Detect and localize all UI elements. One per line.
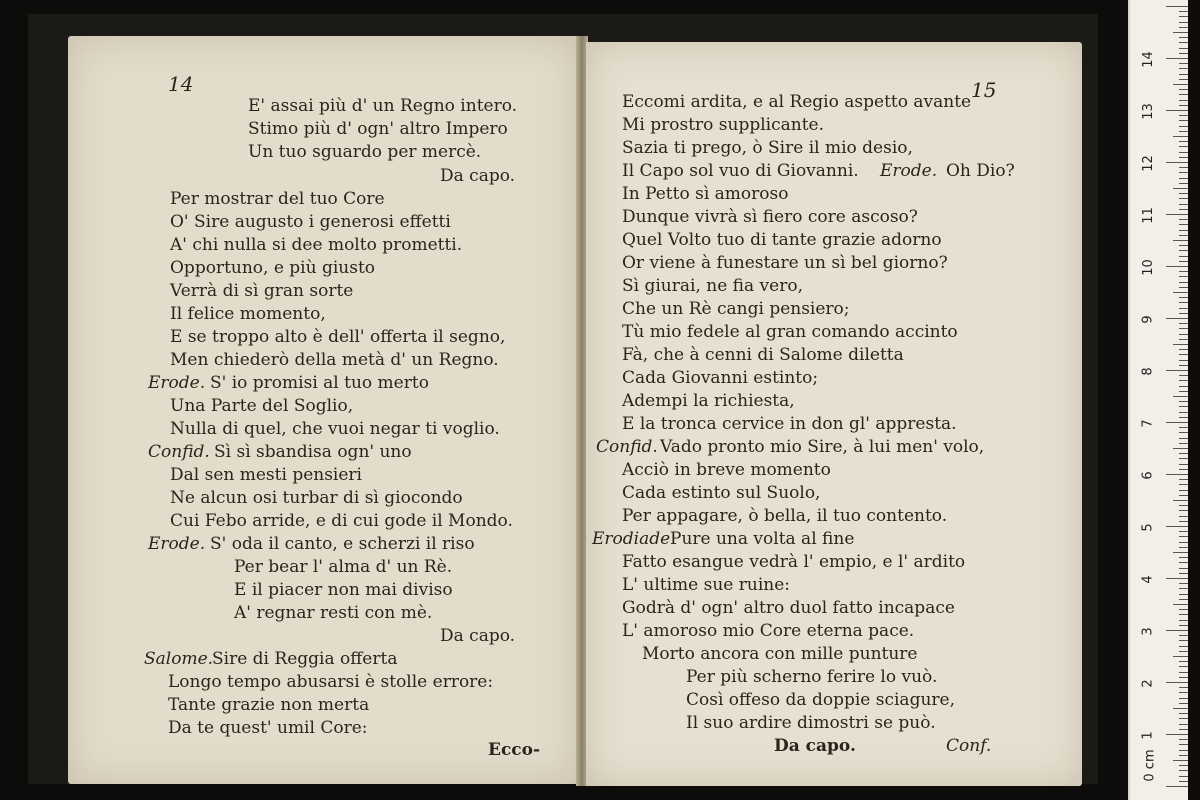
verse-line: Cui Febo arride, e di cui gode il Mondo. <box>170 511 513 531</box>
ruler-tick <box>1166 6 1188 7</box>
verse-line: Pure una volta al fine <box>670 529 855 549</box>
verse-line: Eccomi ardita, e al Regio aspetto avante <box>622 92 972 112</box>
ruler-tick <box>1179 651 1188 652</box>
ruler-tick <box>1179 391 1188 392</box>
book-spread <box>28 14 1098 784</box>
ruler-tick <box>1179 193 1188 194</box>
ruler-tick <box>1179 339 1188 340</box>
verse-line: Cada Giovanni estinto; <box>622 368 819 388</box>
ruler-tick <box>1179 547 1188 548</box>
ruler-tick <box>1179 146 1188 147</box>
ruler-tick <box>1179 157 1188 158</box>
verse-line: Fà, che à cenni di Salome diletta <box>622 345 904 365</box>
verse-line: Tù mio fedele al gran comando accinto <box>622 322 958 342</box>
verse-line: Così offeso da doppie sciagure, <box>686 690 955 710</box>
ruler-tick <box>1166 578 1188 579</box>
ruler-tick <box>1179 354 1188 355</box>
ruler-tick <box>1179 479 1188 480</box>
verse-line: Mi prostro supplicante. <box>622 115 825 135</box>
verse-line: E se troppo alto è dell' offerta il segno, <box>170 327 506 347</box>
ruler-tick <box>1179 53 1188 54</box>
ruler-tick <box>1179 302 1188 303</box>
verse-line: S' io promisi al tuo merto <box>210 373 429 393</box>
right-page <box>586 42 1082 786</box>
verse-line: E la tronca cervice in don gl' appresta. <box>622 414 957 434</box>
ruler-tick <box>1179 677 1188 678</box>
ruler-tick <box>1179 625 1188 626</box>
verse-line: Sazia ti prego, ò Sire il mio desio, <box>622 138 913 158</box>
ruler-tick <box>1179 776 1188 777</box>
ruler-tick <box>1179 245 1188 246</box>
ruler-tick <box>1179 406 1188 407</box>
verse-line: Tante grazie non merta <box>168 695 370 715</box>
ruler-tick <box>1179 401 1188 402</box>
ruler-tick <box>1179 718 1188 719</box>
ruler-tick <box>1173 32 1188 33</box>
ruler-tick <box>1166 422 1188 423</box>
ruler-tick <box>1166 58 1188 59</box>
ruler-tick <box>1179 614 1188 615</box>
da-capo: Da capo. <box>440 626 516 646</box>
ruler-tick <box>1179 380 1188 381</box>
ruler-tick <box>1179 744 1188 745</box>
ruler-tick <box>1179 573 1188 574</box>
ruler-tick <box>1179 729 1188 730</box>
ruler-tick <box>1179 11 1188 12</box>
verse-line: Per mostrar del tuo Core <box>170 189 385 209</box>
ruler-tick <box>1179 755 1188 756</box>
verse-line: Il felice momento, <box>170 304 326 324</box>
ruler-tick <box>1173 604 1188 605</box>
ruler-tick <box>1173 448 1188 449</box>
ruler-tick <box>1179 703 1188 704</box>
ruler-tick <box>1179 115 1188 116</box>
catchword: Ecco- <box>488 740 541 760</box>
ruler-tick <box>1173 292 1188 293</box>
ruler-number: 7 <box>1140 419 1156 428</box>
ruler-tick <box>1179 276 1188 277</box>
verse-line: Godrà d' ogn' altro duol fatto incapace <box>622 598 955 618</box>
ruler-tick <box>1173 188 1188 189</box>
verse-line: Da te quest' umil Core: <box>168 718 368 738</box>
ruler-tick <box>1179 131 1188 132</box>
verse-line: O' Sire augusto i generosi effetti <box>170 212 451 232</box>
ruler-tick <box>1179 219 1188 220</box>
ruler-tick <box>1179 261 1188 262</box>
verse-line: Dunque vivrà sì fiero core ascoso? <box>622 207 918 227</box>
ruler-tick <box>1179 698 1188 699</box>
verse-line: L' amoroso mio Core eterna pace. <box>622 621 915 641</box>
ruler-number: 9 <box>1140 315 1156 324</box>
catchword: Conf. <box>946 736 992 756</box>
ruler-tick <box>1179 282 1188 283</box>
speaker-label: Confid. <box>148 442 210 462</box>
ruler-tick <box>1179 235 1188 236</box>
verse-line: Un tuo sguardo per mercè. <box>248 142 482 162</box>
ruler-tick <box>1179 484 1188 485</box>
verse-line: Per appagare, ò bella, il tuo contento. <box>622 506 948 526</box>
ruler-tick <box>1179 739 1188 740</box>
ruler-tick <box>1173 240 1188 241</box>
ruler-number: 8 <box>1140 367 1156 376</box>
verse-line: Sì sì sbandisa ogn' uno <box>214 442 412 462</box>
ruler-tick <box>1173 656 1188 657</box>
verse-line: Nulla di quel, che vuoi negar ti voglio. <box>170 419 500 439</box>
ruler-tick <box>1166 318 1188 319</box>
ruler-number: 3 <box>1140 627 1156 636</box>
ruler-tick <box>1179 42 1188 43</box>
ruler-tick <box>1179 692 1188 693</box>
verse-line: E' assai più d' un Regno intero. <box>248 96 518 116</box>
ruler-tick <box>1179 360 1188 361</box>
ruler-tick <box>1179 167 1188 168</box>
verse-line: Adempi la richiesta, <box>622 391 795 411</box>
speaker-label: Erode. <box>148 373 206 393</box>
ruler-tick <box>1179 594 1188 595</box>
ruler-tick <box>1173 84 1188 85</box>
ruler-tick <box>1173 708 1188 709</box>
ruler-tick <box>1179 230 1188 231</box>
ruler-tick <box>1179 178 1188 179</box>
ruler-tick <box>1179 141 1188 142</box>
da-capo: Da capo. <box>774 736 856 756</box>
ruler-tick <box>1179 79 1188 80</box>
verse-line: E il piacer non mai diviso <box>234 580 453 600</box>
ruler-tick <box>1179 609 1188 610</box>
ruler-tick <box>1179 172 1188 173</box>
verse-line: Quel Volto tuo di tante grazie adorno <box>622 230 942 250</box>
ruler-number: 2 <box>1140 679 1156 688</box>
ruler-tick <box>1179 521 1188 522</box>
verse-line: A' chi nulla si dee molto prometti. <box>170 235 463 255</box>
ruler-tick <box>1179 386 1188 387</box>
speaker-label: Confid. <box>596 437 658 457</box>
ruler-tick <box>1179 781 1188 782</box>
ruler-tick <box>1179 365 1188 366</box>
ruler-tick <box>1179 313 1188 314</box>
ruler-tick <box>1179 588 1188 589</box>
verse-line: Verrà di sì gran sorte <box>170 281 354 301</box>
ruler-tick <box>1179 120 1188 121</box>
verse-line: Il Capo sol vuo di Giovanni. <box>622 161 859 181</box>
ruler-tick <box>1173 552 1188 553</box>
ruler-tick <box>1179 620 1188 621</box>
ruler-number: 1 <box>1140 731 1156 740</box>
ruler-tick <box>1173 760 1188 761</box>
ruler-number: 5 <box>1140 523 1156 532</box>
verse-line: Per più scherno ferire lo vuò. <box>686 667 938 687</box>
ruler-tick <box>1179 375 1188 376</box>
verse-line: Acciò in breve momento <box>622 460 831 480</box>
ruler-tick <box>1179 27 1188 28</box>
ruler-tick <box>1179 599 1188 600</box>
ruler-tick <box>1166 110 1188 111</box>
ruler-tick <box>1179 510 1188 511</box>
ruler-tick <box>1179 209 1188 210</box>
verse-line: Oh Dio? <box>946 161 1015 181</box>
ruler-tick <box>1179 308 1188 309</box>
ruler-tick <box>1179 204 1188 205</box>
left-page <box>68 36 578 784</box>
ruler-tick <box>1179 271 1188 272</box>
ruler-number: 6 <box>1140 471 1156 480</box>
verse-line: Cada estinto sul Suolo, <box>622 483 821 503</box>
ruler-tick <box>1179 516 1188 517</box>
verse-line: L' ultime sue ruine: <box>622 575 790 595</box>
verse-line: Morto ancora con mille punture <box>642 644 918 664</box>
ruler-tick <box>1179 89 1188 90</box>
ruler-tick <box>1166 682 1188 683</box>
ruler-tick <box>1173 396 1188 397</box>
ruler-tick <box>1173 344 1188 345</box>
speaker-label: Erode. <box>880 161 938 181</box>
ruler-tick <box>1166 526 1188 527</box>
ruler-tick <box>1179 635 1188 636</box>
ruler-tick <box>1179 250 1188 251</box>
verse-line: Sì giurai, ne fia vero, <box>622 276 803 296</box>
ruler-tick <box>1179 495 1188 496</box>
ruler-tick <box>1173 500 1188 501</box>
ruler-tick <box>1179 750 1188 751</box>
ruler-tick <box>1179 63 1188 64</box>
ruler-tick <box>1179 505 1188 506</box>
ruler-tick <box>1179 443 1188 444</box>
ruler-tick <box>1166 266 1188 267</box>
ruler-tick <box>1179 224 1188 225</box>
verse-line: Sire di Reggia offerta <box>212 649 398 669</box>
ruler-tick <box>1179 531 1188 532</box>
ruler-tick <box>1179 562 1188 563</box>
ruler-number: 12 <box>1140 155 1156 172</box>
verse-line: Opportuno, e più giusto <box>170 258 376 278</box>
verse-line: Il suo ardire dimostri se può. <box>686 713 936 733</box>
verse-line: Ne alcun osi turbar di sì giocondo <box>170 488 463 508</box>
verse-line: Dal sen mesti pensieri <box>170 465 362 485</box>
ruler-tick <box>1166 162 1188 163</box>
ruler-tick <box>1179 458 1188 459</box>
ruler-tick <box>1173 136 1188 137</box>
da-capo: Da capo. <box>440 166 516 186</box>
ruler-number: 14 <box>1140 51 1156 68</box>
verse-line: A' regnar resti con mè. <box>234 603 433 623</box>
ruler-tick <box>1179 536 1188 537</box>
ruler-tick <box>1179 349 1188 350</box>
ruler-tick <box>1179 16 1188 17</box>
verse-line: Stimo più d' ogn' altro Impero <box>248 119 508 139</box>
ruler-number: 10 <box>1140 259 1156 276</box>
ruler-tick <box>1179 412 1188 413</box>
verse-line: Per bear l' alma d' un Rè. <box>234 557 453 577</box>
ruler-tick <box>1179 74 1188 75</box>
ruler-tick <box>1166 734 1188 735</box>
ruler-tick <box>1179 94 1188 95</box>
ruler-tick <box>1179 105 1188 106</box>
ruler-tick <box>1179 22 1188 23</box>
verse-line: Che un Rè cangi pensiero; <box>622 299 850 319</box>
ruler-tick <box>1179 417 1188 418</box>
ruler-tick <box>1179 687 1188 688</box>
ruler-tick <box>1179 438 1188 439</box>
verse-line: In Petto sì amoroso <box>622 184 789 204</box>
ruler-tick <box>1179 48 1188 49</box>
ruler-tick <box>1179 37 1188 38</box>
ruler-tick <box>1179 198 1188 199</box>
ruler-tick <box>1166 474 1188 475</box>
ruler-tick <box>1179 583 1188 584</box>
ruler-tick <box>1179 640 1188 641</box>
ruler-tick <box>1179 661 1188 662</box>
verse-line: Fatto esangue vedrà l' empio, e l' ardito <box>622 552 966 572</box>
ruler-number: 4 <box>1140 575 1156 584</box>
ruler-tick <box>1179 297 1188 298</box>
ruler-tick <box>1179 672 1188 673</box>
ruler-tick <box>1179 646 1188 647</box>
ruler-tick <box>1166 786 1188 787</box>
verse-line: S' oda il canto, e scherzi il riso <box>210 534 475 554</box>
ruler-tick <box>1179 464 1188 465</box>
ruler-tick <box>1179 453 1188 454</box>
ruler-tick <box>1179 542 1188 543</box>
page-number: 15 <box>971 78 997 102</box>
verse-line: Men chiederò della metà d' un Regno. <box>170 350 499 370</box>
ruler-tick <box>1179 724 1188 725</box>
ruler-tick <box>1166 630 1188 631</box>
ruler-tick <box>1166 214 1188 215</box>
ruler-tick <box>1179 334 1188 335</box>
ruler-tick <box>1179 323 1188 324</box>
ruler-tick <box>1179 770 1188 771</box>
verse-line: Or viene à funestare un sì bel giorno? <box>622 253 948 273</box>
ruler-tick <box>1179 666 1188 667</box>
ruler-tick <box>1179 152 1188 153</box>
ruler-number: 11 <box>1140 207 1156 224</box>
ruler-tick <box>1179 126 1188 127</box>
verse-line: Una Parte del Soglio, <box>170 396 354 416</box>
ruler-tick <box>1179 568 1188 569</box>
ruler-tick <box>1179 287 1188 288</box>
ruler-number: 13 <box>1140 103 1156 120</box>
ruler-tick <box>1179 100 1188 101</box>
ruler-tick <box>1166 370 1188 371</box>
speaker-label: Erode. <box>148 534 206 554</box>
ruler-unit-label: 0 cm <box>1142 749 1158 782</box>
speaker-label: Erodiade <box>592 529 671 549</box>
ruler-tick <box>1179 427 1188 428</box>
ruler-tick <box>1179 432 1188 433</box>
ruler-tick <box>1179 765 1188 766</box>
ruler-tick <box>1179 469 1188 470</box>
ruler-tick <box>1179 328 1188 329</box>
verse-line: Vado pronto mio Sire, à lui men' volo, <box>660 437 985 457</box>
ruler-tick <box>1179 713 1188 714</box>
page-number: 14 <box>168 72 194 96</box>
ruler-tick <box>1179 183 1188 184</box>
verse-line: Longo tempo abusarsi è stolle errore: <box>168 672 494 692</box>
ruler-tick <box>1179 490 1188 491</box>
ruler-tick <box>1179 256 1188 257</box>
ruler-tick <box>1179 68 1188 69</box>
measurement-ruler <box>1128 0 1188 800</box>
ruler-tick <box>1179 557 1188 558</box>
speaker-label: Salome. <box>144 649 214 669</box>
